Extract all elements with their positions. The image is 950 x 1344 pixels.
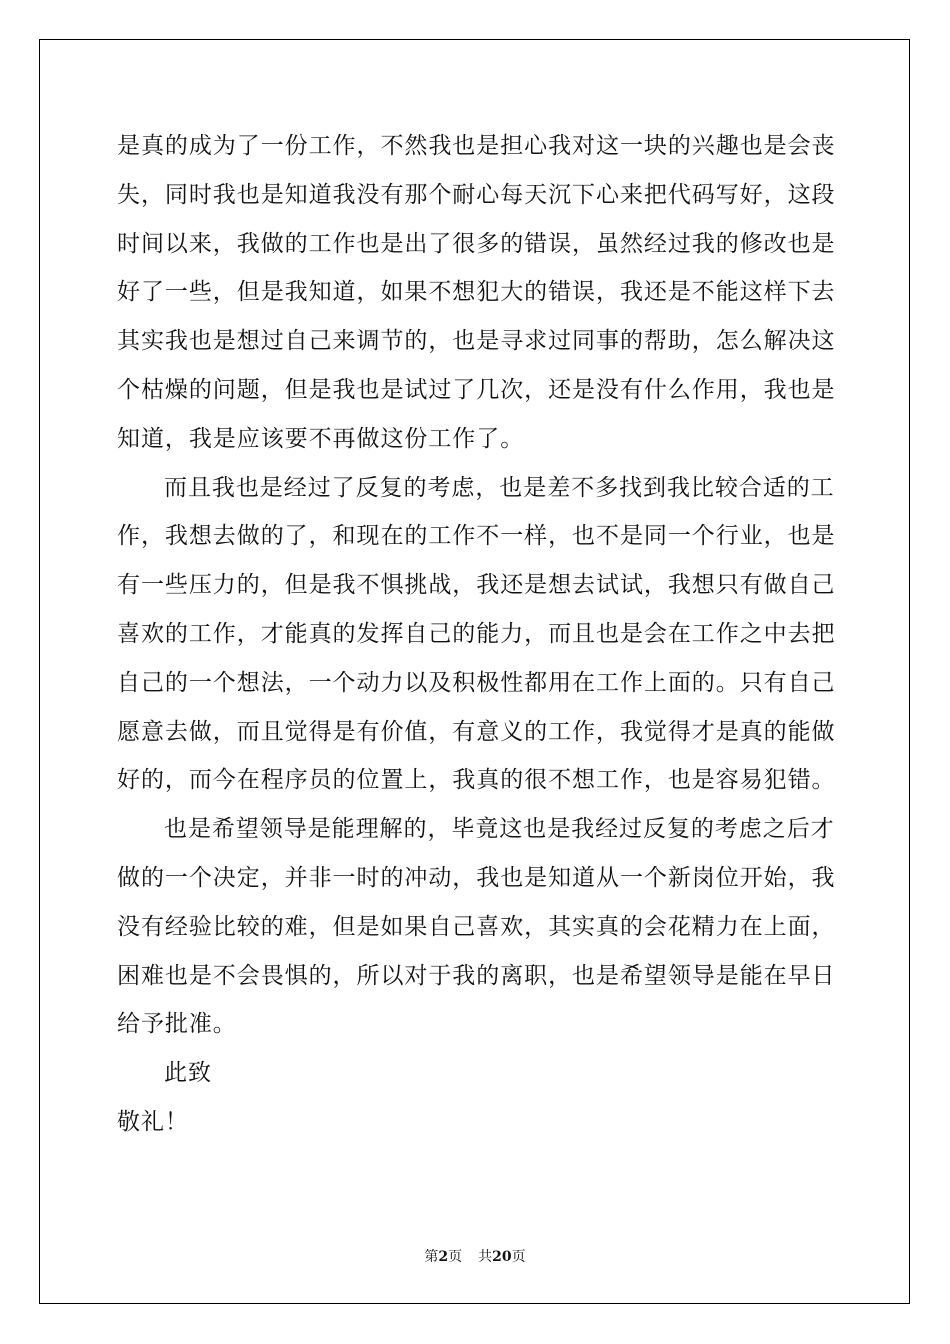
letter-body — [117, 122, 836, 1147]
paragraph-1-line-6: 个枯燥的问题，但是我也是试过了几次，还是没有什么作用，我也是 — [117, 376, 836, 403]
paragraph-2-line-6: 愿意去做，而且觉得是有价值，有意义的工作，我觉得才是真的能做 — [117, 718, 836, 745]
footer-total-suffix: 页 — [511, 1249, 526, 1265]
paragraph-2-line-5: 自己的一个想法，一个动力以及积极性都用在工作上面的。只有自己 — [117, 669, 836, 696]
paragraph-2-line-4: 喜欢的工作，才能真的发挥自己的能力，而且也是会在工作之中去把 — [117, 620, 836, 647]
paragraph-2-line-7: 好的，而今在程序员的位置上，我真的很不想工作，也是容易犯错。 — [117, 767, 836, 794]
paragraph-1-line-2: 失，同时我也是知道我没有那个耐心每天沉下心来把代码写好，这段 — [117, 181, 836, 208]
footer-total-prefix: 共 — [478, 1249, 493, 1265]
paragraph-3-line-4: 困难也是不会畏惧的，所以对于我的离职，也是希望领导是能在早日 — [117, 962, 836, 989]
closing-regards: 敬礼！ — [117, 1108, 189, 1135]
paragraph-2-line-3: 有一些压力的，但是我不惧挑战，我还是想去试试，我想只有做自己 — [117, 572, 836, 599]
footer-page-number: 2 — [438, 1249, 449, 1265]
paragraph-1-line-7: 知道，我是应该要不再做这份工作了。 — [117, 425, 525, 452]
paragraph-1-line-3: 时间以来，我做的工作也是出了很多的错误，虽然经过我的修改也是 — [117, 230, 836, 257]
footer-total-pages: 20 — [492, 1249, 512, 1265]
paragraph-3-line-3: 没有经验比较的难，但是如果自己喜欢，其实真的会花精力在上面， — [117, 913, 836, 940]
closing-salutation: 此致 — [164, 1060, 212, 1087]
paragraph-2-line-2: 作，我想去做的了，和现在的工作不一样，也不是同一个行业，也是 — [117, 523, 836, 550]
paragraph-1-line-1: 是真的成为了一份工作，不然我也是担心我对这一块的兴趣也是会丧 — [117, 133, 836, 159]
paragraph-1-line-5: 其实我也是想过自己来调节的，也是寻求过同事的帮助，怎么解决这 — [117, 328, 836, 355]
paragraph-3-line-2: 做的一个决定，并非一时的冲动，我也是知道从一个新岗位开始，我 — [117, 864, 836, 891]
paragraph-3-line-5: 给予批准。 — [117, 1011, 237, 1038]
page-footer — [0, 1246, 950, 1266]
paragraph-1-line-4: 好了一些，但是我知道，如果不想犯大的错误，我还是不能这样下去 — [117, 279, 836, 306]
footer-page-prefix: 第 — [424, 1249, 439, 1265]
paragraph-2-line-1: 而且我也是经过了反复的考虑，也是差不多找到我比较合适的工 — [164, 474, 835, 501]
footer-page-suffix: 页 — [448, 1249, 463, 1265]
paragraph-3-line-1: 也是希望领导是能理解的，毕竟这也是我经过反复的考虑之后才 — [164, 816, 835, 843]
